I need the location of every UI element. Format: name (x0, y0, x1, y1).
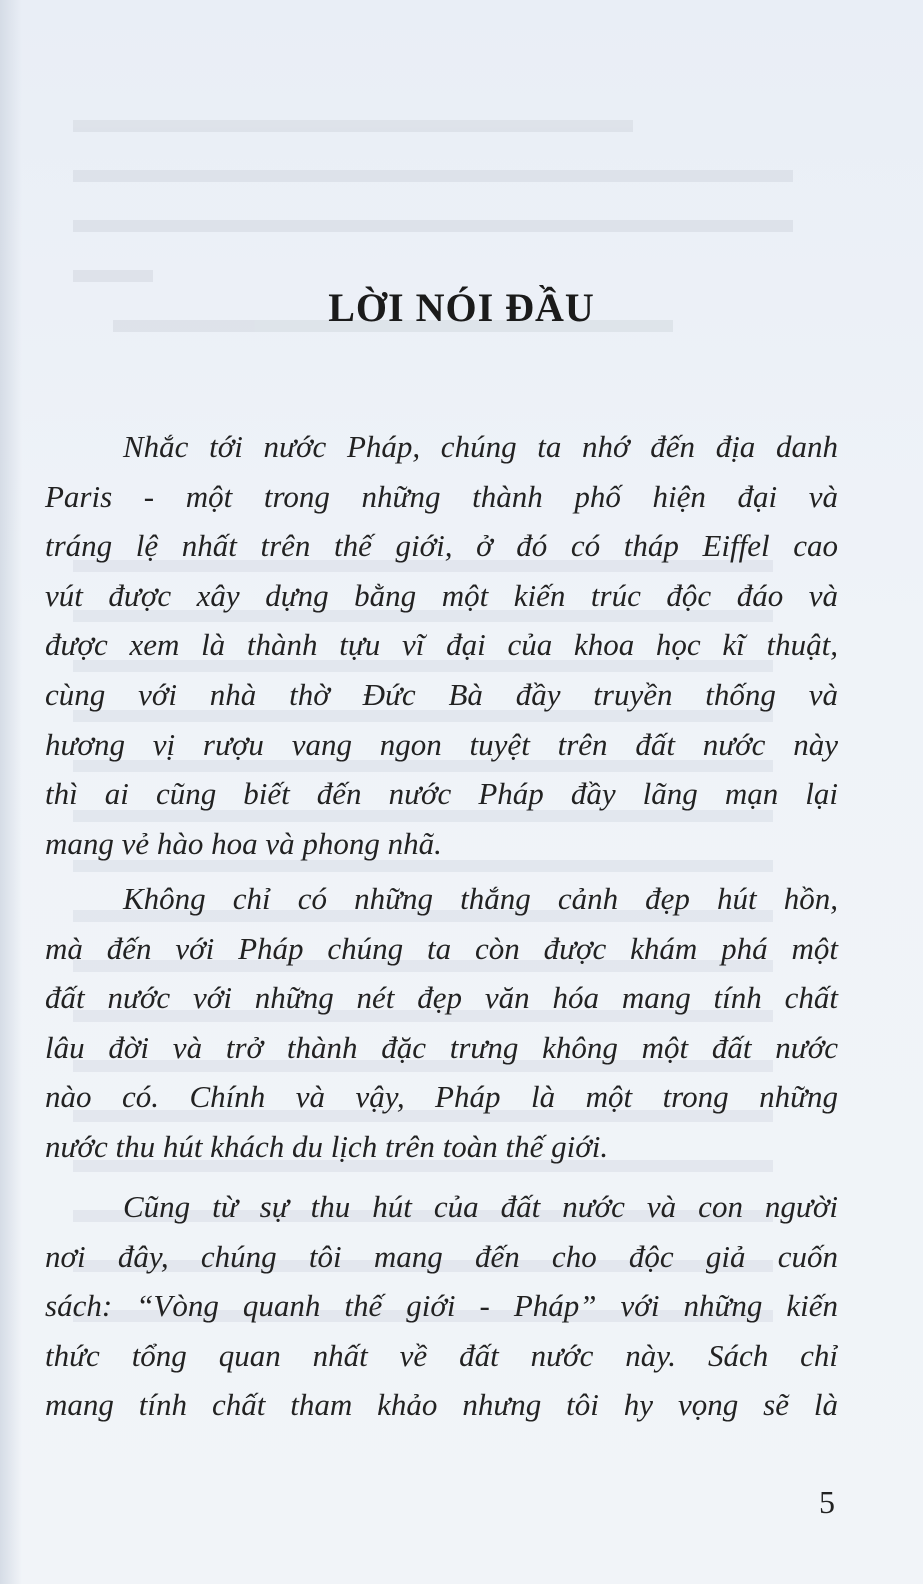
text-line: nơi đây, chúng tôi mang đến cho độc giả cuốn (45, 1238, 838, 1274)
text-line: cùng với nhà thờ Đức Bà đầy truyền thống và (45, 676, 838, 712)
paragraph-1 (45, 422, 838, 868)
text-line: lâu đời và trở thành đặc trưng không một đất nước (45, 1029, 838, 1065)
text-line: sách: “Vòng quanh thế giới - Pháp” với những kiến (45, 1288, 838, 1324)
page-title: LỜI NÓI ĐẦU (328, 285, 595, 330)
text-line: tráng lệ nhất trên thế giới, ở đó có tháp Eiffel cao (45, 528, 838, 564)
text-line: được xem là thành tựu vĩ đại của khoa học kĩ thuật, (45, 627, 838, 663)
text-line: thì ai cũng biết đến nước Pháp đầy lãng mạn lại (45, 776, 838, 812)
paragraph-2 (45, 874, 838, 1172)
text-line: nước thu hút khách du lịch trên toàn thế giới. (45, 1128, 609, 1164)
text-line: Nhắc tới nước Pháp, chúng ta nhớ đến địa danh (123, 429, 838, 464)
text-line: mang tính chất tham khảo nhưng tôi hy vọng sẽ là (45, 1387, 838, 1423)
text-line: nào có. Chính và vậy, Pháp là một trong những (45, 1079, 838, 1115)
text-line: Paris - một trong những thành phố hiện đại và (45, 478, 838, 514)
text-line: vút được xây dựng bằng một kiến trúc độc đáo và (45, 577, 838, 613)
text-line: Cũng từ sự thu hút của đất nước và con người (123, 1189, 838, 1224)
text-line: đất nước với những nét đẹp văn hóa mang tính chất (45, 980, 838, 1016)
text-line: Không chỉ có những thắng cảnh đẹp hút hồn, (123, 881, 838, 916)
page-number: 5 (819, 1484, 835, 1520)
text-line: hương vị rượu vang ngon tuyệt trên đất nước này (45, 726, 838, 762)
paragraph-3 (45, 1182, 838, 1430)
text-line: thức tổng quan nhất về đất nước này. Sách chỉ (45, 1337, 838, 1373)
text-line: mang vẻ hào hoa và phong nhã. (45, 825, 442, 861)
text-line: mà đến với Pháp chúng ta còn được khám phá một (45, 930, 838, 966)
